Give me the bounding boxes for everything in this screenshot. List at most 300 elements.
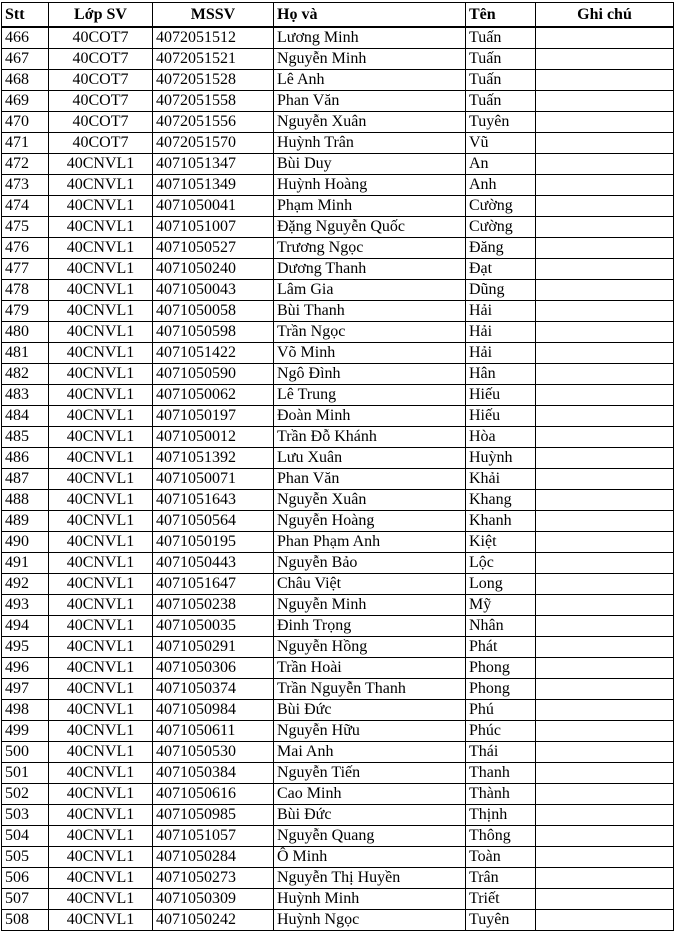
cell-ho: Lương Minh (274, 27, 466, 49)
cell-ho: Mai Anh (274, 742, 466, 763)
cell-ten: Tuyên (466, 910, 536, 931)
cell-note (536, 175, 674, 196)
cell-class: 40CNVL1 (49, 868, 153, 889)
cell-class: 40CNVL1 (49, 259, 153, 280)
cell-class: 40COT7 (49, 133, 153, 154)
cell-mssv: 4071051349 (153, 175, 274, 196)
cell-note (536, 91, 674, 112)
cell-ten: Tuấn (466, 91, 536, 112)
cell-ho: Bùi Đức (274, 805, 466, 826)
cell-class: 40CNVL1 (49, 700, 153, 721)
cell-stt: 505 (2, 847, 49, 868)
cell-mssv: 4072051528 (153, 70, 274, 91)
table-row (2, 868, 674, 889)
cell-mssv: 4071050309 (153, 889, 274, 910)
cell-mssv: 4071050041 (153, 196, 274, 217)
cell-stt: 506 (2, 868, 49, 889)
cell-stt: 469 (2, 91, 49, 112)
table-row (2, 70, 674, 91)
cell-ho: Nguyễn Tiến (274, 763, 466, 784)
table-row (2, 658, 674, 679)
cell-ho: Bùi Thanh (274, 301, 466, 322)
cell-ho: Bùi Duy (274, 154, 466, 175)
cell-stt: 496 (2, 658, 49, 679)
cell-stt: 471 (2, 133, 49, 154)
cell-mssv: 4071050527 (153, 238, 274, 259)
cell-ten: Thịnh (466, 805, 536, 826)
cell-class: 40CNVL1 (49, 154, 153, 175)
cell-mssv: 4071050985 (153, 805, 274, 826)
cell-class: 40CNVL1 (49, 763, 153, 784)
cell-ho: Trần Đỗ Khánh (274, 427, 466, 448)
cell-class: 40CNVL1 (49, 616, 153, 637)
cell-mssv: 4071050195 (153, 532, 274, 553)
cell-ten: Hân (466, 364, 536, 385)
cell-ho: Nguyễn Xuân (274, 490, 466, 511)
cell-mssv: 4071050273 (153, 868, 274, 889)
cell-mssv: 4071050443 (153, 553, 274, 574)
table-row (2, 616, 674, 637)
cell-ho: Dương Thanh (274, 259, 466, 280)
cell-stt: 470 (2, 112, 49, 133)
cell-note (536, 721, 674, 742)
cell-class: 40CNVL1 (49, 889, 153, 910)
cell-ten: Tuyên (466, 112, 536, 133)
table-row (2, 27, 674, 49)
cell-class: 40CNVL1 (49, 238, 153, 259)
cell-note (536, 637, 674, 658)
cell-ten: Hòa (466, 427, 536, 448)
cell-ten: Đăng (466, 238, 536, 259)
cell-ten: Hải (466, 322, 536, 343)
cell-class: 40COT7 (49, 49, 153, 70)
cell-mssv: 4071050616 (153, 784, 274, 805)
cell-stt: 493 (2, 595, 49, 616)
cell-class: 40CNVL1 (49, 805, 153, 826)
cell-mssv: 4072051558 (153, 91, 274, 112)
cell-note (536, 238, 674, 259)
cell-mssv: 4071051007 (153, 217, 274, 238)
cell-ho: Phan Văn (274, 91, 466, 112)
cell-note (536, 217, 674, 238)
cell-stt: 480 (2, 322, 49, 343)
cell-class: 40COT7 (49, 91, 153, 112)
cell-ten: Tuấn (466, 70, 536, 91)
cell-ten: Phong (466, 658, 536, 679)
table-row (2, 343, 674, 364)
cell-ten: Thái (466, 742, 536, 763)
cell-ho: Ô Minh (274, 847, 466, 868)
table-row (2, 49, 674, 70)
cell-mssv: 4072051521 (153, 49, 274, 70)
cell-ten: Đạt (466, 259, 536, 280)
table-row (2, 427, 674, 448)
cell-note (536, 868, 674, 889)
table-row (2, 448, 674, 469)
cell-stt: 485 (2, 427, 49, 448)
table-row (2, 553, 674, 574)
cell-mssv: 4071050306 (153, 658, 274, 679)
cell-ten: Hiếu (466, 406, 536, 427)
cell-ho: Châu Việt (274, 574, 466, 595)
cell-stt: 479 (2, 301, 49, 322)
cell-note (536, 490, 674, 511)
cell-stt: 484 (2, 406, 49, 427)
table-row (2, 826, 674, 847)
cell-stt: 474 (2, 196, 49, 217)
cell-ho: Phan Phạm Anh (274, 532, 466, 553)
header-mssv: MSSV (153, 3, 274, 28)
cell-ten: Khải (466, 469, 536, 490)
table-row (2, 889, 674, 910)
cell-note (536, 112, 674, 133)
cell-mssv: 4071050197 (153, 406, 274, 427)
cell-ten: Mỹ (466, 595, 536, 616)
table-row (2, 322, 674, 343)
cell-class: 40COT7 (49, 70, 153, 91)
cell-note (536, 343, 674, 364)
cell-ten: Lộc (466, 553, 536, 574)
table-row (2, 91, 674, 112)
cell-ho: Lê Trung (274, 385, 466, 406)
cell-stt: 487 (2, 469, 49, 490)
header-ten: Tên (466, 3, 536, 28)
cell-note (536, 280, 674, 301)
cell-note (536, 847, 674, 868)
cell-note (536, 259, 674, 280)
table-row (2, 238, 674, 259)
cell-class: 40CNVL1 (49, 532, 153, 553)
cell-class: 40CNVL1 (49, 595, 153, 616)
cell-mssv: 4071050043 (153, 280, 274, 301)
cell-class: 40COT7 (49, 112, 153, 133)
cell-ten: Nhân (466, 616, 536, 637)
table-row (2, 364, 674, 385)
table-row (2, 259, 674, 280)
cell-ho: Lưu Xuân (274, 448, 466, 469)
cell-stt: 498 (2, 700, 49, 721)
cell-ten: Hải (466, 301, 536, 322)
cell-stt: 500 (2, 742, 49, 763)
table-row (2, 154, 674, 175)
table-row (2, 763, 674, 784)
table-row (2, 637, 674, 658)
cell-mssv: 4071050058 (153, 301, 274, 322)
cell-mssv: 4071050611 (153, 721, 274, 742)
cell-mssv: 4071050564 (153, 511, 274, 532)
cell-stt: 481 (2, 343, 49, 364)
cell-class: 40CNVL1 (49, 385, 153, 406)
cell-stt: 489 (2, 511, 49, 532)
cell-stt: 486 (2, 448, 49, 469)
cell-stt: 488 (2, 490, 49, 511)
cell-class: 40CNVL1 (49, 301, 153, 322)
cell-class: 40CNVL1 (49, 847, 153, 868)
cell-note (536, 49, 674, 70)
cell-ho: Nguyễn Minh (274, 49, 466, 70)
cell-class: 40CNVL1 (49, 364, 153, 385)
cell-class: 40CNVL1 (49, 490, 153, 511)
cell-class: 40CNVL1 (49, 721, 153, 742)
table-row (2, 784, 674, 805)
cell-note (536, 595, 674, 616)
cell-ho: Trương Ngọc (274, 238, 466, 259)
cell-note (536, 322, 674, 343)
cell-ho: Lê Anh (274, 70, 466, 91)
cell-mssv: 4071050035 (153, 616, 274, 637)
cell-note (536, 532, 674, 553)
cell-mssv: 4071051643 (153, 490, 274, 511)
cell-stt: 504 (2, 826, 49, 847)
cell-note (536, 27, 674, 49)
cell-note (536, 742, 674, 763)
cell-mssv: 4071051392 (153, 448, 274, 469)
cell-class: 40CNVL1 (49, 406, 153, 427)
cell-class: 40CNVL1 (49, 469, 153, 490)
cell-class: 40COT7 (49, 27, 153, 49)
cell-note (536, 679, 674, 700)
cell-ho: Nguyễn Hoàng (274, 511, 466, 532)
cell-ho: Nguyễn Thị Huyền (274, 868, 466, 889)
cell-ten: Hiếu (466, 385, 536, 406)
cell-note (536, 364, 674, 385)
cell-note (536, 385, 674, 406)
cell-ten: Khang (466, 490, 536, 511)
cell-stt: 482 (2, 364, 49, 385)
cell-class: 40CNVL1 (49, 448, 153, 469)
cell-note (536, 553, 674, 574)
cell-class: 40CNVL1 (49, 175, 153, 196)
cell-note (536, 805, 674, 826)
cell-ten: Tuấn (466, 49, 536, 70)
cell-ten: Tuấn (466, 27, 536, 49)
cell-note (536, 154, 674, 175)
cell-ho: Lâm Gia (274, 280, 466, 301)
cell-note (536, 910, 674, 931)
cell-ho: Nguyễn Hồng (274, 637, 466, 658)
header-class: Lớp SV (49, 3, 153, 28)
header-note: Ghi chú (536, 3, 674, 28)
table-row (2, 532, 674, 553)
cell-ten: Cường (466, 217, 536, 238)
cell-class: 40CNVL1 (49, 826, 153, 847)
cell-class: 40CNVL1 (49, 910, 153, 931)
cell-stt: 501 (2, 763, 49, 784)
table-row (2, 742, 674, 763)
cell-ten: Cường (466, 196, 536, 217)
cell-stt: 508 (2, 910, 49, 931)
cell-stt: 495 (2, 637, 49, 658)
cell-mssv: 4071051347 (153, 154, 274, 175)
cell-stt: 503 (2, 805, 49, 826)
cell-ho: Trần Nguyễn Thanh (274, 679, 466, 700)
cell-note (536, 784, 674, 805)
cell-stt: 475 (2, 217, 49, 238)
cell-ho: Nguyễn Quang (274, 826, 466, 847)
cell-mssv: 4071051057 (153, 826, 274, 847)
header-stt: Stt (2, 3, 49, 28)
cell-stt: 491 (2, 553, 49, 574)
header-ho: Họ và (274, 3, 466, 28)
cell-note (536, 448, 674, 469)
cell-ho: Phạm Minh (274, 196, 466, 217)
cell-stt: 466 (2, 27, 49, 49)
cell-mssv: 4071050062 (153, 385, 274, 406)
cell-mssv: 4071050598 (153, 322, 274, 343)
cell-ten: Triết (466, 889, 536, 910)
cell-class: 40CNVL1 (49, 280, 153, 301)
cell-ten: Trân (466, 868, 536, 889)
cell-ten: Dũng (466, 280, 536, 301)
table-row (2, 721, 674, 742)
cell-ten: Phong (466, 679, 536, 700)
cell-stt: 483 (2, 385, 49, 406)
cell-mssv: 4071050240 (153, 259, 274, 280)
cell-class: 40CNVL1 (49, 742, 153, 763)
cell-ten: Thông (466, 826, 536, 847)
cell-stt: 477 (2, 259, 49, 280)
table-row (2, 133, 674, 154)
cell-ten: An (466, 154, 536, 175)
cell-mssv: 4071050291 (153, 637, 274, 658)
cell-note (536, 616, 674, 637)
cell-ten: Huỳnh (466, 448, 536, 469)
cell-ho: Trần Ngọc (274, 322, 466, 343)
cell-mssv: 4072051512 (153, 27, 274, 49)
cell-mssv: 4072051570 (153, 133, 274, 154)
cell-class: 40CNVL1 (49, 196, 153, 217)
table-row (2, 175, 674, 196)
cell-mssv: 4071050374 (153, 679, 274, 700)
table-row (2, 406, 674, 427)
cell-note (536, 574, 674, 595)
cell-ho: Đinh Trọng (274, 616, 466, 637)
cell-stt: 499 (2, 721, 49, 742)
cell-ten: Vũ (466, 133, 536, 154)
cell-note (536, 133, 674, 154)
table-row (2, 847, 674, 868)
cell-note (536, 658, 674, 679)
cell-class: 40CNVL1 (49, 784, 153, 805)
table-body (2, 27, 674, 931)
table-row (2, 490, 674, 511)
cell-stt: 473 (2, 175, 49, 196)
cell-note (536, 70, 674, 91)
cell-class: 40CNVL1 (49, 511, 153, 532)
cell-mssv: 4071050984 (153, 700, 274, 721)
table-row (2, 469, 674, 490)
cell-ho: Trần Hoài (274, 658, 466, 679)
cell-ten: Phúc (466, 721, 536, 742)
cell-class: 40CNVL1 (49, 637, 153, 658)
table-row (2, 196, 674, 217)
cell-ho: Võ Minh (274, 343, 466, 364)
cell-class: 40CNVL1 (49, 427, 153, 448)
cell-ten: Kiệt (466, 532, 536, 553)
cell-stt: 476 (2, 238, 49, 259)
cell-ho: Huỳnh Ngọc (274, 910, 466, 931)
cell-stt: 497 (2, 679, 49, 700)
cell-ten: Khanh (466, 511, 536, 532)
cell-ten: Hải (466, 343, 536, 364)
cell-class: 40CNVL1 (49, 574, 153, 595)
cell-class: 40CNVL1 (49, 553, 153, 574)
cell-class: 40CNVL1 (49, 658, 153, 679)
cell-stt: 472 (2, 154, 49, 175)
table-row (2, 385, 674, 406)
cell-stt: 492 (2, 574, 49, 595)
cell-ho: Nguyễn Hữu (274, 721, 466, 742)
table-row (2, 511, 674, 532)
cell-stt: 490 (2, 532, 49, 553)
cell-note (536, 301, 674, 322)
cell-ho: Ngô Đình (274, 364, 466, 385)
table-row (2, 112, 674, 133)
cell-note (536, 469, 674, 490)
cell-stt: 494 (2, 616, 49, 637)
cell-ho: Nguyễn Bảo (274, 553, 466, 574)
cell-ho: Huỳnh Minh (274, 889, 466, 910)
table-row (2, 301, 674, 322)
student-roster-table (1, 2, 674, 931)
cell-ten: Phát (466, 637, 536, 658)
cell-note (536, 406, 674, 427)
cell-mssv: 4071050238 (153, 595, 274, 616)
cell-mssv: 4071051422 (153, 343, 274, 364)
cell-stt: 478 (2, 280, 49, 301)
cell-ten: Anh (466, 175, 536, 196)
table-row (2, 595, 674, 616)
table-header (2, 3, 674, 28)
table-row (2, 910, 674, 931)
cell-ten: Toàn (466, 847, 536, 868)
cell-ten: Long (466, 574, 536, 595)
cell-mssv: 4071050012 (153, 427, 274, 448)
cell-note (536, 511, 674, 532)
cell-ho: Đoàn Minh (274, 406, 466, 427)
student-roster-sheet (1, 2, 674, 931)
cell-ten: Thanh (466, 763, 536, 784)
table-row (2, 679, 674, 700)
cell-ho: Đặng Nguyễn Quốc (274, 217, 466, 238)
table-row (2, 280, 674, 301)
cell-note (536, 889, 674, 910)
cell-mssv: 4072051556 (153, 112, 274, 133)
cell-ho: Nguyễn Minh (274, 595, 466, 616)
cell-mssv: 4071050284 (153, 847, 274, 868)
cell-ho: Phan Văn (274, 469, 466, 490)
cell-ho: Nguyễn Xuân (274, 112, 466, 133)
cell-ten: Phú (466, 700, 536, 721)
table-row (2, 805, 674, 826)
cell-mssv: 4071050590 (153, 364, 274, 385)
cell-note (536, 826, 674, 847)
cell-stt: 502 (2, 784, 49, 805)
table-row (2, 217, 674, 238)
cell-stt: 468 (2, 70, 49, 91)
cell-mssv: 4071051647 (153, 574, 274, 595)
cell-note (536, 700, 674, 721)
cell-note (536, 196, 674, 217)
cell-ho: Cao Minh (274, 784, 466, 805)
cell-ho: Huỳnh Trân (274, 133, 466, 154)
cell-class: 40CNVL1 (49, 679, 153, 700)
cell-ho: Huỳnh Hoàng (274, 175, 466, 196)
cell-mssv: 4071050071 (153, 469, 274, 490)
cell-mssv: 4071050530 (153, 742, 274, 763)
table-row (2, 574, 674, 595)
cell-mssv: 4071050242 (153, 910, 274, 931)
